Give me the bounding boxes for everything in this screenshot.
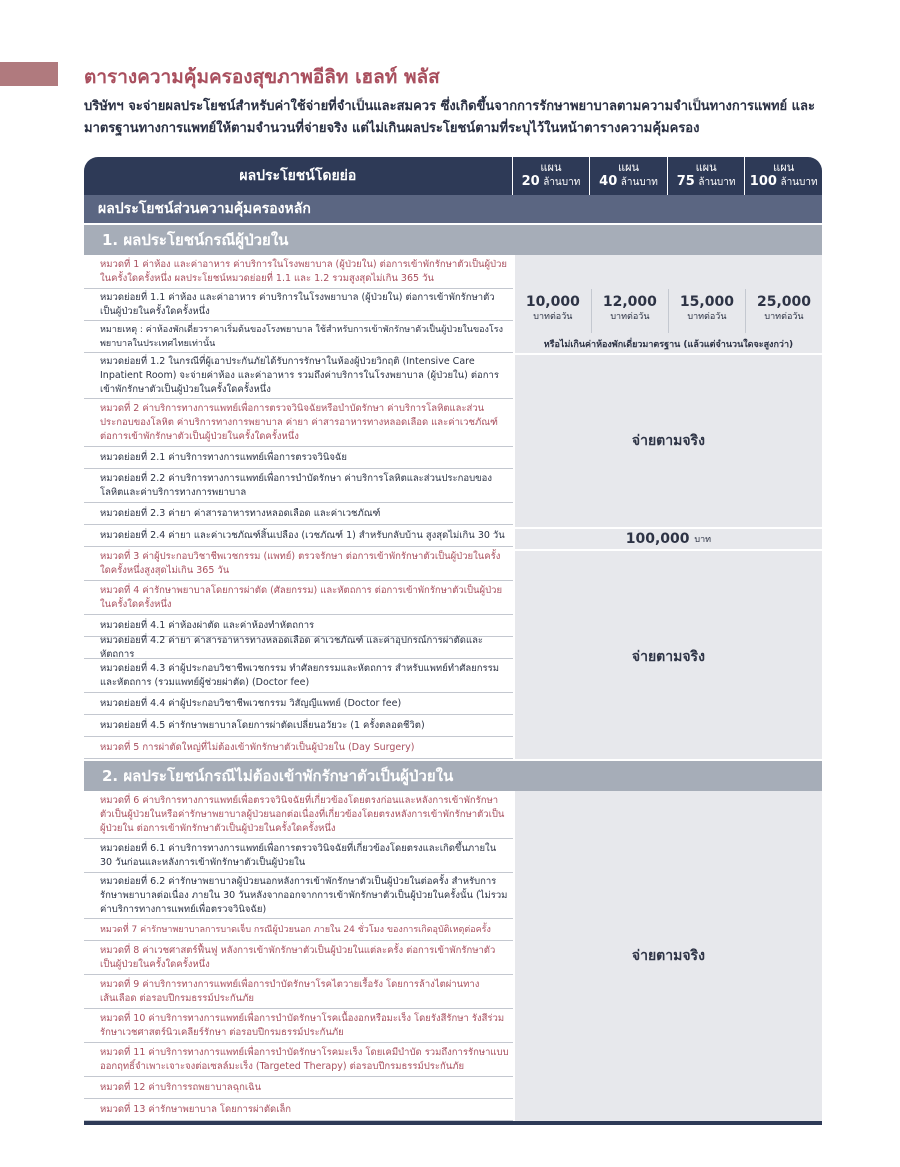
pay-actual: จ่ายตามจริง	[631, 948, 705, 964]
pay-actual: จ่ายตามจริง	[631, 649, 705, 665]
header-plan-20: แผน 20 ล้านบาท	[512, 157, 590, 195]
table-row: หมวดย่อยที่ 1.1 ค่าห้อง และค่าอาหาร ค่าบริการในโรงพยาบาล (ผู้ป่วยใน) ต่อการเข้าพักรักษาตัวเป็นผู้ป่วยในครั้งใดครั้งหนึ่ง	[84, 289, 513, 321]
table-row: หมวดย่อยที่ 4.3 ค่าผู้ประกอบวิชาชีพเวชกรรม ทำศัลยกรรมและหัตถการ สำหรับแพทย์ทำศัลยกรรมและหัตถการ (รวมแพทย์ผู้ช่วยผ่าตัด) (Doctor fee)	[84, 659, 513, 693]
section-2-heading: 2. ผลประโยชน์กรณีไม่ต้องเข้าพักรักษาตัวเป็นผู้ป่วยใน	[84, 759, 822, 791]
page-title: ตารางความคุ้มครองสุขภาพอีลิท เฮลท์ พลัส	[84, 66, 440, 88]
table-header	[84, 157, 822, 195]
table-row: หมวดย่อยที่ 4.4 ค่าผู้ประกอบวิชาชีพเวชกรรม วิสัญญีแพทย์ (Doctor fee)	[84, 693, 513, 715]
coverage-table	[84, 157, 822, 1125]
intro-paragraph: บริษัทฯ จะจ่ายผลประโยชน์สำหรับค่าใช้จ่ายที่จำเป็นและสมควร ซึ่งเกิดขึ้นจากการรักษาพยาบาลตามความจำเป็นทางการแพทย์ และมาตรฐานทางการแพทย์ให้ตามจำนวนที่จ่ายจริง แต่ไม่เกินผลประโยชน์ตามที่ระบุไว้ในหน้าตารางความคุ้มครอง	[84, 99, 815, 136]
table-row: หมวดที่ 2 ค่าบริการทางการแพทย์เพื่อการตรวจวินิจฉัยหรือบำบัดรักษา ค่าบริการโลหิตและส่วนประกอบของโลหิต ค่าบริการทางการพยาบาล ค่ายา ค่าสารอาหารทางหลอดเลือด และค่าเวชภัณฑ์ ต่อการเข้าพักรักษาตัวเป็นผู้ป่วยในครั้งใดครั้งหนึ่ง	[84, 399, 513, 447]
table-row: หมวดย่อยที่ 6.1 ค่าบริการทางการแพทย์เพื่อการตรวจวินิจฉัยที่เกี่ยวข้องโดยตรงและเกิดขึ้นภายใน 30 วันก่อนและหลังการเข้าพักรักษาตัวเป็นผู้ป่วยใน	[84, 839, 513, 873]
table-row: หมวดย่อยที่ 2.2 ค่าบริการทางการแพทย์เพื่อการบำบัดรักษา ค่าบริการโลหิตและส่วนประกอบของโลหิตและค่าบริการทางการพยาบาล	[84, 469, 513, 503]
room-note: หรือไม่เกินค่าห้องพักเดี่ยวมาตรฐาน (แล้วแต่จำนวนใดจะสูงกว่า)	[543, 340, 794, 350]
table-row: หมวดย่อยที่ 2.4 ค่ายา และค่าเวชภัณฑ์สิ้นเปลือง (เวชภัณฑ์ 1) สำหรับกลับบ้าน สูงสุดไม่เกิน 30 วัน	[84, 525, 513, 547]
table-row: หมวดย่อยที่ 4.2 ค่ายา ค่าสารอาหารทางหลอดเลือด ค่าเวชภัณฑ์ และค่าอุปกรณ์การผ่าตัดและหัตถการ	[84, 637, 513, 659]
room-values	[515, 289, 822, 333]
section-2-benefit-column	[513, 791, 822, 1121]
table-row: หมวดที่ 12 ค่าบริการรถพยาบาลฉุกเฉิน	[84, 1077, 513, 1099]
table-row: หมวดที่ 10 ค่าบริการทางการแพทย์เพื่อการบำบัดรักษาโรคเนื้องอกหรือมะเร็ง โดยรังสีรักษา รังสีร่วมรักษาเวชศาสตร์นิวเคลียร์รักษา ต่อรอบปีกรมธรรม์ประกันภัย	[84, 1009, 513, 1043]
section-1-body	[84, 255, 822, 759]
table-row: หมวดที่ 5 การผ่าตัดใหญ่ที่ไม่ต้องเข้าพักรักษาตัวเป็นผู้ป่วยใน (Day Surgery)	[84, 737, 513, 759]
header-plan-40: แผน 40 ล้านบาท	[589, 157, 667, 195]
table-row: หมวดที่ 1 ค่าห้อง และค่าอาหาร ค่าบริการในโรงพยาบาล (ผู้ป่วยใน) ต่อการเข้าพักรักษาตัวเป็นผู้ป่วยในครั้งใดครั้งหนึ่ง ผลประโยชน์หมวดย่อยที่ 1.1 และ 1.2 รวมสูงสุดไม่เกิน 365 วัน	[84, 255, 513, 289]
table-row: หมวดที่ 4 ค่ารักษาพยาบาลโดยการผ่าตัด (ศัลยกรรม) และหัตถการ ต่อการเข้าพักรักษาตัวเป็นผู้ป่วยในครั้งใดครั้งหนึ่ง	[84, 581, 513, 615]
table-row: หมายเหตุ : ค่าห้องพักเดี่ยวราคาเริ่มต้นของโรงพยาบาล ใช้สำหรับการเข้าพักรักษาตัวเป็นผู้ป่วยในของโรงพยาบาลในประเทศไทยเท่านั้น	[84, 321, 513, 353]
table-row: หมวดที่ 9 ค่าบริการทางการแพทย์เพื่อการบำบัดรักษาโรคไตวายเรื้อรัง โดยการล้างไตผ่านทางเส้นเลือด ต่อรอบปีกรมธรรม์ประกันภัย	[84, 975, 513, 1009]
section-1-benefit-column	[513, 255, 822, 759]
table-row: หมวดที่ 6 ค่าบริการทางการแพทย์เพื่อตรวจวินิจฉัยที่เกี่ยวข้องโดยตรงก่อนและหลังการเข้าพักรักษาตัวเป็นผู้ป่วยในหรือค่ารักษาพยาบาลผู้ป่วยนอกต่อเนื่องที่เกี่ยวข้องโดยตรงหลังการเข้าพักรักษาตัวเป็นผู้ป่วยใน ต่อการเข้าพักรักษาตัวเป็นผู้ป่วยในครั้งใดครั้งหนึ่ง	[84, 791, 513, 839]
section-2-body	[84, 791, 822, 1121]
table-row: หมวดย่อยที่ 2.1 ค่าบริการทางการแพทย์เพื่อการตรวจวินิจฉัย	[84, 447, 513, 469]
table-row: หมวดที่ 8 ค่าเวชศาสตร์ฟื้นฟู หลังการเข้าพักรักษาตัวเป็นผู้ป่วยในแต่ละครั้ง ต่อการเข้าพักรักษาตัวเป็นผู้ป่วยในครั้งใดครั้งหนึ่ง	[84, 941, 513, 975]
pay-actual: จ่ายตามจริง	[631, 433, 705, 449]
table-row: หมวดที่ 3 ค่าผู้ประกอบวิชาชีพเวชกรรม (แพทย์) ตรวจรักษา ต่อการเข้าพักรักษาตัวเป็นผู้ป่วยในครั้งใดครั้งหนึ่งสูงสุดไม่เกิน 365 วัน	[84, 547, 513, 581]
room-value-plan-40: 12,000 บาทต่อวัน	[591, 289, 668, 333]
home-med-limit: 100,000 บาท	[625, 531, 712, 547]
table-row: หมวดย่อยที่ 1.2 ในกรณีที่ผู้เอาประกันภัยได้รับการรักษาในห้องผู้ป่วยวิกฤติ (Intensive Care Inpatient Room) จะจ่ายค่าห้อง และค่าอาหาร รวมถึงค่าบริการในโรงพยาบาล (ผู้ป่วยใน) ต่อการเข้าพักรักษาตัวเป็นผู้ป่วยในครั้งใดครั้งหนึ่ง	[84, 353, 513, 399]
table-row: หมวดที่ 7 ค่ารักษาพยาบาลการบาดเจ็บ กรณีผู้ป่วยนอก ภายใน 24 ชั่วโมง ของการเกิดอุบัติเหตุต่อครั้ง	[84, 919, 513, 941]
table-row: หมวดที่ 11 ค่าบริการทางการแพทย์เพื่อการบำบัดรักษาโรคมะเร็ง โดยเคมีบำบัด รวมถึงการรักษาแบบออกฤทธิ์จำเพาะเจาะจงต่อเซลล์มะเร็ง (Targeted Therapy) ต่อรอบปีกรมธรรม์ประกันภัย	[84, 1043, 513, 1077]
table-row: หมวดย่อยที่ 4.5 ค่ารักษาพยาบาลโดยการผ่าตัดเปลี่ยนอวัยวะ (1 ครั้งตลอดชีวิต)	[84, 715, 513, 737]
accent-bar	[0, 62, 58, 86]
room-value-plan-100: 25,000 บาทต่อวัน	[745, 289, 822, 333]
header-benefit: ผลประโยชน์โดยย่อ	[239, 168, 357, 184]
table-row: หมวดย่อยที่ 2.3 ค่ายา ค่าสารอาหารทางหลอดเลือด และค่าเวชภัณฑ์	[84, 503, 513, 525]
table-row: หมวดย่อยที่ 6.2 ค่ารักษาพยาบาลผู้ป่วยนอกหลังการเข้าพักรักษาตัวเป็นผู้ป่วยในต่อครั้ง สำหรับการรักษาพยาบาลต่อเนื่อง ภายใน 30 วันหลังจากออกจากการเข้าพักรักษาตัวเป็นผู้ป่วยในครั้งนั้น (ไม่รวมค่าบริการทางการแพทย์เพื่อตรวจวินิจฉัย)	[84, 873, 513, 919]
table-row: หมวดที่ 13 ค่ารักษาพยาบาล โดยการผ่าตัดเล็ก	[84, 1099, 513, 1121]
room-value-plan-75: 15,000 บาทต่อวัน	[668, 289, 745, 333]
header-plan-75: แผน 75 ล้านบาท	[667, 157, 745, 195]
room-value-plan-20: 10,000 บาทต่อวัน	[515, 289, 591, 333]
table-row: หมวดย่อยที่ 4.1 ค่าห้องผ่าตัด และค่าห้องทำหัตถการ	[84, 615, 513, 637]
header-plan-100: แผน 100 ล้านบาท	[744, 157, 822, 195]
table-footer-line	[84, 1121, 822, 1125]
main-coverage-heading: ผลประโยชน์ส่วนความคุ้มครองหลัก	[84, 195, 822, 223]
section-1-heading: 1. ผลประโยชน์กรณีผู้ป่วยใน	[84, 223, 822, 255]
